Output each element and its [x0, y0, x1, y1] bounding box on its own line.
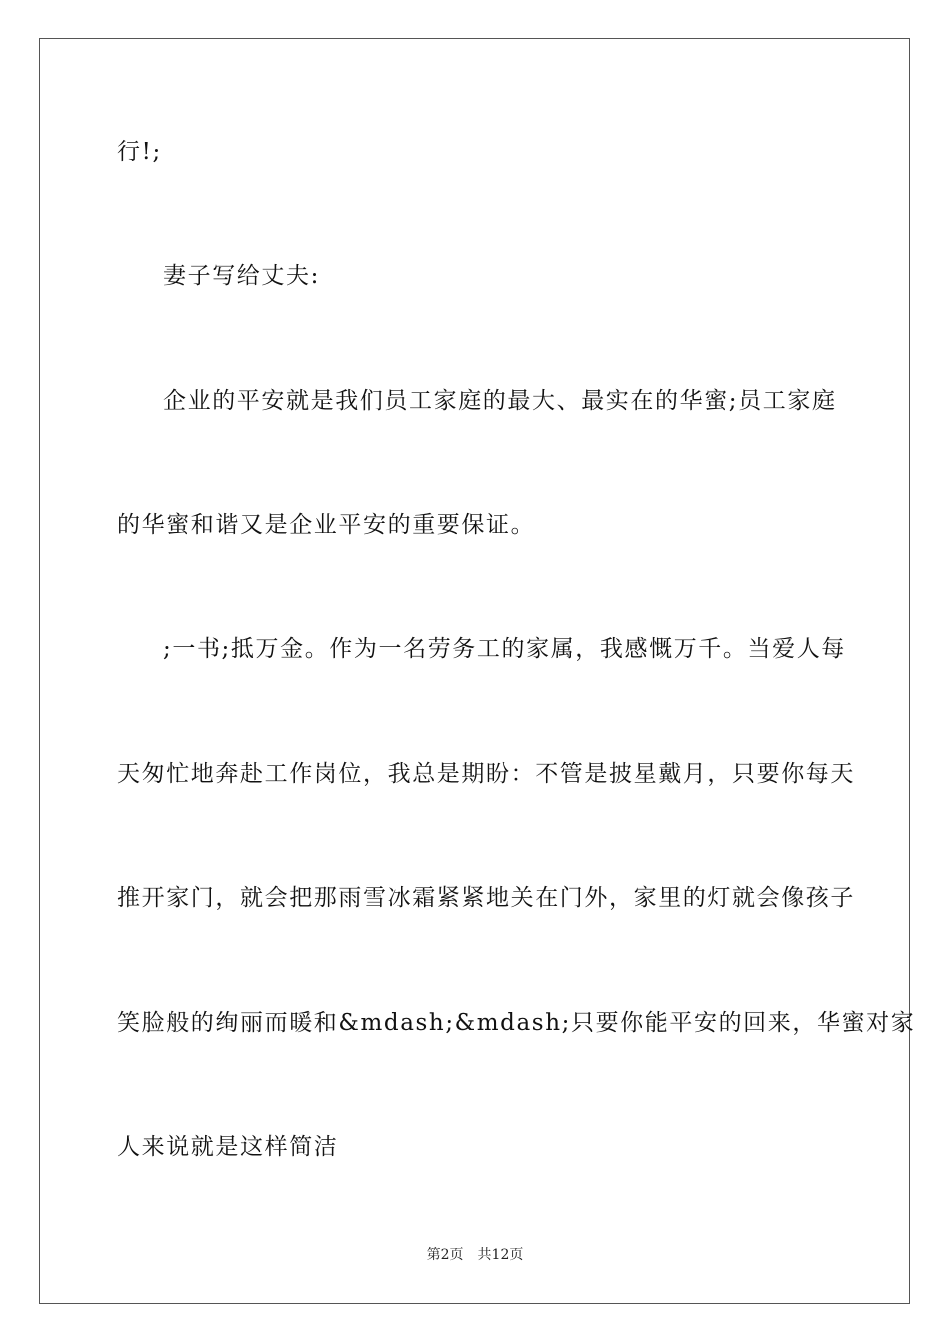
page-total: 共12页: [477, 1247, 524, 1263]
text-line-7: 推开家门，就会把那雨雪冰霜紧紧地关在门外，家里的灯就会像孩子: [117, 885, 855, 911]
page-footer: [0, 1244, 950, 1264]
text-line-6: 天匆忙地奔赴工作岗位，我总是期盼：不管是披星戴月，只要你每天: [117, 761, 855, 787]
page-frame: [39, 38, 910, 1304]
text-line-9: 人来说就是这样简洁: [117, 1134, 339, 1160]
text-line-1: 行!;: [117, 139, 162, 165]
text-line-5: ;一书;抵万金。作为一名劳务工的家属，我感慨万千。当爱人每: [163, 636, 846, 662]
text-line-8: 笑脸般的绚丽而暖和&mdash;&mdash;只要你能平安的回来，华蜜对家: [117, 1010, 916, 1036]
text-line-4: 的华蜜和谐又是企业平安的重要保证。: [117, 512, 536, 538]
text-line-3: 企业的平安就是我们员工家庭的最大、最实在的华蜜;员工家庭: [163, 388, 837, 414]
page-number: 第2页: [426, 1247, 464, 1263]
text-line-2: 妻子写给丈夫:: [163, 263, 320, 289]
